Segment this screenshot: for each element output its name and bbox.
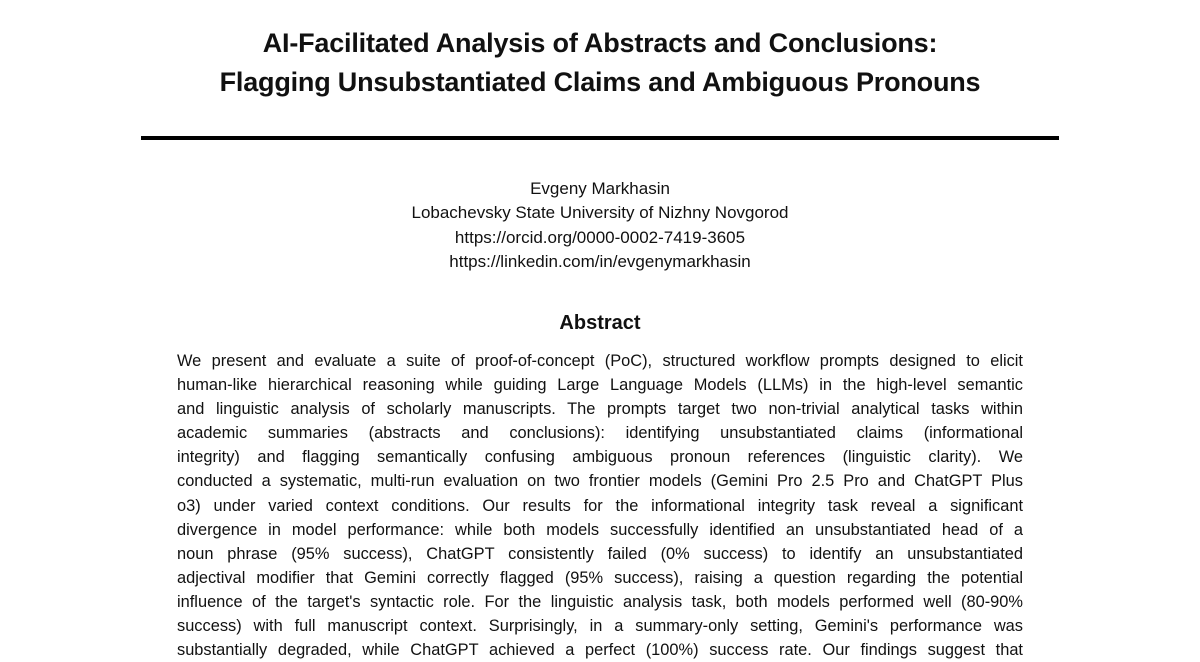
abstract-line: We present and evaluate a suite of proof-of-concept (PoC), structured workflow prompts designed to elicit <box>177 352 1023 370</box>
abstract-line: and linguistic analysis of scholarly manuscripts. The prompts target two non-trivial analytical tasks within <box>177 400 1023 419</box>
author-block <box>0 177 1200 274</box>
abstract-line: adjectival modifier that Gemini correctly flagged (95% success), raising a question regarding the potential <box>177 568 1023 587</box>
author-orcid: https://orcid.org/0000-0002-7419-3605 <box>454 227 746 247</box>
abstract-line: conducted a systematic, multi-run evaluation on two frontier models (Gemini Pro 2.5 Pro and ChatGPT Plus <box>177 472 1023 491</box>
abstract-line: influence of the target's syntactic role. For the linguistic analysis task, both models performed well (80-90% <box>177 592 1023 611</box>
title-line-2: Flagging Unsubstantiated Claims and Ambiguous Pronouns <box>219 67 981 97</box>
author-name: Evgeny Markhasin <box>530 179 670 198</box>
abstract-body <box>177 349 1023 662</box>
abstract-line: academic summaries (abstracts and conclusions): identifying unsubstantiated claims (informational <box>177 424 1023 443</box>
abstract-line: success) with full manuscript context. Surprisingly, in a summary-only setting, Gemini's performance was <box>177 617 1023 636</box>
abstract-line: integrity) and flagging semantically confusing ambiguous pronoun references (linguistic clarity). We <box>177 448 1023 467</box>
abstract-line: noun phrase (95% success), ChatGPT consistently failed (0% success) to identify an unsubstantiated <box>177 544 1023 563</box>
abstract-line: divergence in model performance: while both models successfully identified an unsubstantiated head of a <box>177 520 1023 539</box>
abstract-line: substantially degraded, while ChatGPT achieved a perfect (100%) success rate. Our findings suggest that <box>177 641 1023 660</box>
title-line-1: AI-Facilitated Analysis of Abstracts and Conclusions: <box>262 28 938 58</box>
author-linkedin: https://linkedin.com/in/evgenymarkhasin <box>449 251 751 271</box>
abstract-line: human-like hierarchical reasoning while guiding Large Language Models (LLMs) in the high-level semantic <box>177 376 1023 395</box>
abstract-line: o3) under varied context conditions. Our results for the informational integrity task reveal a significant <box>177 496 1023 515</box>
author-affiliation: Lobachevsky State University of Nizhny Novgorod <box>411 203 789 223</box>
abstract-heading: Abstract <box>559 312 641 334</box>
paper-title <box>0 24 1200 102</box>
title-divider <box>141 136 1059 140</box>
